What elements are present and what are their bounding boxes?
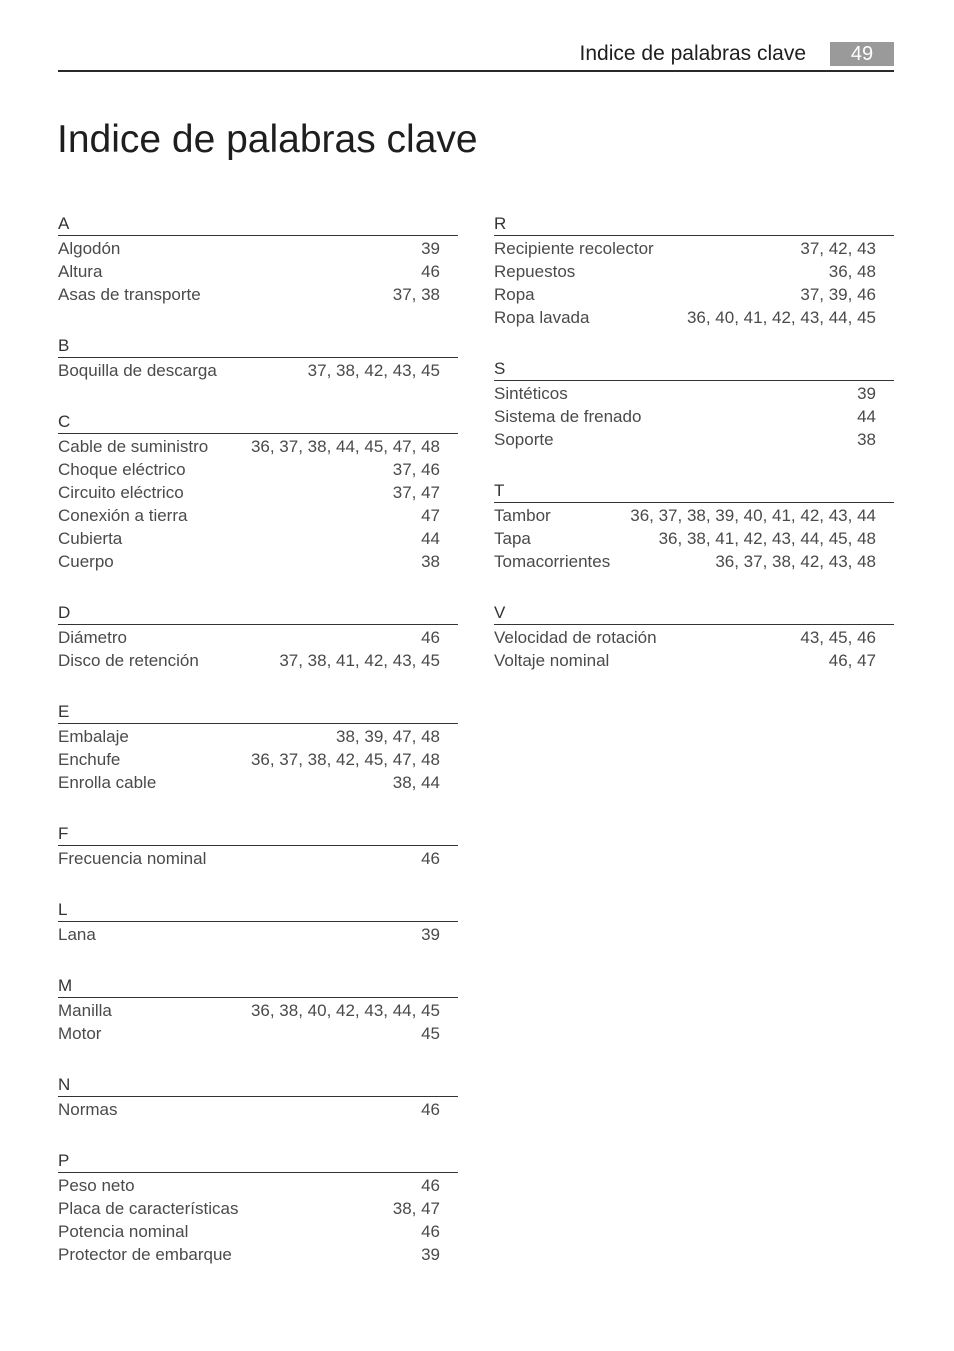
entry-term: Circuito eléctrico (58, 483, 184, 502)
index-entry (58, 527, 458, 550)
entry-term: Manilla (58, 1001, 112, 1020)
entry-term: Peso neto (58, 1176, 135, 1195)
entry-pages: 36, 40, 41, 42, 43, 44, 45 (686, 308, 876, 327)
entry-pages: 36, 37, 38, 42, 45, 47, 48 (250, 750, 440, 769)
entry-pages: 46, 47 (828, 651, 876, 670)
index-section-c (58, 411, 458, 573)
entry-term: Ropa lavada (494, 308, 590, 327)
index-entry (494, 626, 894, 649)
index-entry (494, 306, 894, 329)
index-entry (58, 649, 458, 672)
entry-pages: 36, 38, 41, 42, 43, 44, 45, 48 (658, 529, 876, 548)
entry-term: Diámetro (58, 628, 127, 647)
index-entry (58, 1197, 458, 1220)
entry-pages: 36, 37, 38, 42, 43, 48 (715, 552, 876, 571)
index-section-n (58, 1074, 458, 1121)
section-letter: C (58, 411, 458, 434)
entry-pages: 37, 46 (392, 460, 440, 479)
index-entry (58, 1220, 458, 1243)
index-entry (494, 237, 894, 260)
entry-pages: 37, 38 (392, 285, 440, 304)
index-entry (58, 283, 458, 306)
entry-pages: 37, 39, 46 (800, 285, 876, 304)
index-section-v (494, 602, 894, 672)
entry-pages: 46 (421, 262, 440, 281)
entry-term: Velocidad de rotación (494, 628, 657, 647)
entry-term: Cubierta (58, 529, 123, 548)
entry-pages: 39 (421, 925, 440, 944)
index-section-l (58, 899, 458, 946)
entry-term: Asas de transporte (58, 285, 201, 304)
index-section-e (58, 701, 458, 794)
section-letter: P (58, 1150, 458, 1173)
entry-term: Enrolla cable (58, 773, 157, 792)
index-entry (58, 1098, 458, 1121)
section-letter: A (58, 213, 458, 236)
section-letter: T (494, 480, 894, 503)
entry-term: Enchufe (58, 750, 121, 769)
section-letter: D (58, 602, 458, 625)
entry-pages: 46 (421, 628, 440, 647)
entry-term: Sintéticos (494, 384, 568, 403)
page-title: Indice de palabras clave (57, 118, 478, 161)
entry-term: Sistema de frenado (494, 407, 642, 426)
entry-pages: 46 (421, 849, 440, 868)
entry-term: Lana (58, 925, 96, 944)
index-entry (58, 923, 458, 946)
running-title: Indice de palabras clave (579, 42, 806, 65)
entry-term: Repuestos (494, 262, 576, 281)
section-letter: E (58, 701, 458, 724)
entry-pages: 36, 48 (828, 262, 876, 281)
index-entry (58, 771, 458, 794)
index-entry (58, 748, 458, 771)
section-letter: R (494, 213, 894, 236)
entry-term: Tomacorrientes (494, 552, 611, 571)
entry-term: Potencia nominal (58, 1222, 189, 1241)
entry-pages: 38 (421, 552, 440, 571)
entry-term: Recipiente recolector (494, 239, 654, 258)
index-entry (494, 382, 894, 405)
entry-term: Placa de características (58, 1199, 239, 1218)
entry-term: Frecuencia nominal (58, 849, 207, 868)
entry-pages: 44 (857, 407, 876, 426)
index-entry (494, 504, 894, 527)
entry-term: Embalaje (58, 727, 129, 746)
entry-pages: 45 (421, 1024, 440, 1043)
index-section-t (494, 480, 894, 573)
entry-pages: 38, 47 (392, 1199, 440, 1218)
index-entry (58, 626, 458, 649)
entry-term: Tambor (494, 506, 551, 525)
section-letter: F (58, 823, 458, 846)
index-entry (494, 649, 894, 672)
entry-term: Voltaje nominal (494, 651, 610, 670)
entry-term: Disco de retención (58, 651, 199, 670)
index-section-p (58, 1150, 458, 1266)
entry-pages: 37, 47 (392, 483, 440, 502)
index-entry (58, 481, 458, 504)
index-section-d (58, 602, 458, 672)
index-entry (494, 527, 894, 550)
entry-pages: 38, 39, 47, 48 (336, 727, 440, 746)
index-entry (58, 550, 458, 573)
entry-pages: 37, 38, 41, 42, 43, 45 (279, 651, 440, 670)
index-entry (58, 359, 458, 382)
entry-pages: 39 (421, 239, 440, 258)
entry-term: Cuerpo (58, 552, 114, 571)
entry-term: Motor (58, 1024, 102, 1043)
index-entry (494, 428, 894, 451)
section-letter: V (494, 602, 894, 625)
index-section-b (58, 335, 458, 382)
index-entry (58, 1174, 458, 1197)
entry-pages: 46 (421, 1222, 440, 1241)
index-entry (58, 999, 458, 1022)
entry-term: Ropa (494, 285, 535, 304)
index-entry (58, 725, 458, 748)
entry-pages: 46 (421, 1176, 440, 1195)
index-section-r (494, 213, 894, 329)
index-entry (58, 847, 458, 870)
page-number: 49 (830, 42, 894, 66)
index-entry (58, 237, 458, 260)
entry-pages: 47 (421, 506, 440, 525)
entry-pages: 38, 44 (392, 773, 440, 792)
section-letter: M (58, 975, 458, 998)
entry-pages: 36, 37, 38, 44, 45, 47, 48 (250, 437, 440, 456)
entry-pages: 38 (857, 430, 876, 449)
entry-term: Normas (58, 1100, 118, 1119)
index-entry (494, 550, 894, 573)
entry-term: Boquilla de descarga (58, 361, 217, 380)
index-entry (494, 405, 894, 428)
index-entry (58, 435, 458, 458)
entry-term: Tapa (494, 529, 531, 548)
index-entry (58, 260, 458, 283)
index-entry (58, 504, 458, 527)
index-column-left (58, 213, 458, 1295)
entry-pages: 37, 38, 42, 43, 45 (307, 361, 440, 380)
index-entry (494, 260, 894, 283)
entry-term: Algodón (58, 239, 121, 258)
section-letter: L (58, 899, 458, 922)
index-entry (58, 458, 458, 481)
index-section-s (494, 358, 894, 451)
entry-pages: 39 (421, 1245, 440, 1264)
index-entry (494, 283, 894, 306)
entry-pages: 44 (421, 529, 440, 548)
index-column-right (494, 213, 894, 701)
entry-pages: 43, 45, 46 (800, 628, 876, 647)
index-entry (58, 1022, 458, 1045)
index-section-m (58, 975, 458, 1045)
entry-term: Choque eléctrico (58, 460, 186, 479)
index-section-f (58, 823, 458, 870)
index-section-a (58, 213, 458, 306)
entry-term: Altura (58, 262, 103, 281)
entry-term: Soporte (494, 430, 554, 449)
section-letter: N (58, 1074, 458, 1097)
entry-term: Protector de embarque (58, 1245, 232, 1264)
entry-pages: 36, 37, 38, 39, 40, 41, 42, 43, 44 (630, 506, 876, 525)
section-letter: B (58, 335, 458, 358)
entry-pages: 39 (857, 384, 876, 403)
section-letter: S (494, 358, 894, 381)
entry-pages: 46 (421, 1100, 440, 1119)
entry-pages: 36, 38, 40, 42, 43, 44, 45 (250, 1001, 440, 1020)
entry-pages: 37, 42, 43 (800, 239, 876, 258)
page-header (58, 40, 894, 72)
entry-term: Cable de suministro (58, 437, 209, 456)
entry-term: Conexión a tierra (58, 506, 188, 525)
index-entry (58, 1243, 458, 1266)
